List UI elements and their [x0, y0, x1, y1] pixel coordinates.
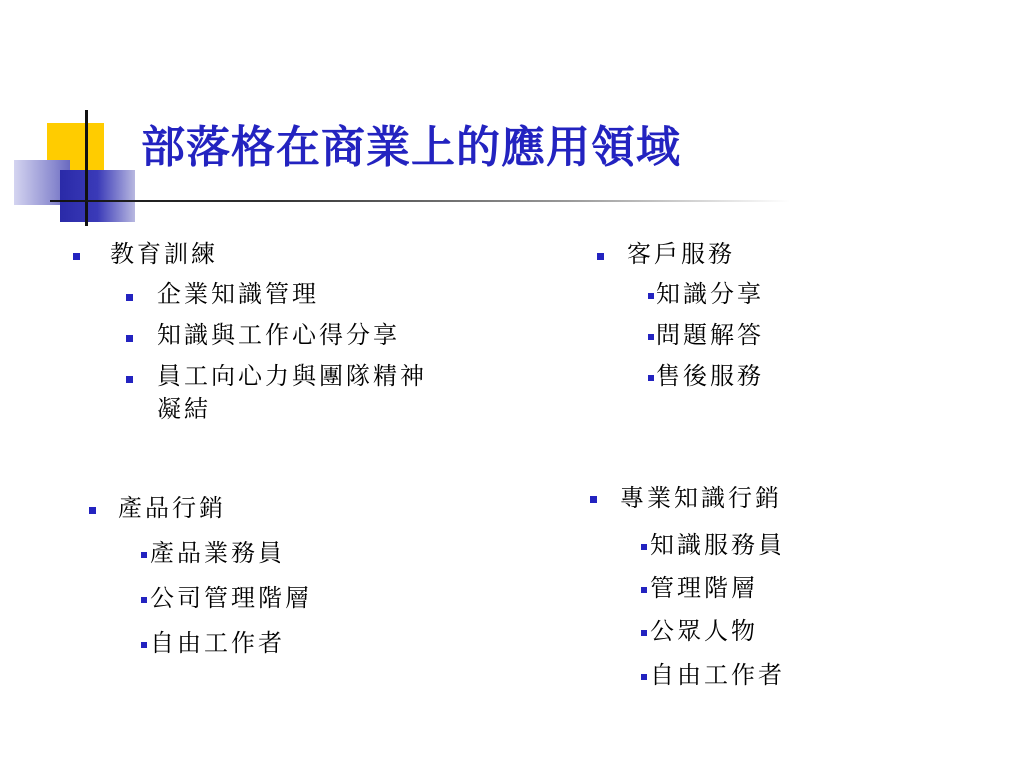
list-item: 公司管理階層	[150, 584, 312, 612]
list-item: 自由工作者	[150, 629, 285, 657]
section-heading-expertise: 專業知識行銷	[620, 484, 782, 512]
bullet-icon	[73, 253, 80, 260]
list-item: 產品業務員	[150, 539, 285, 567]
title-underline	[50, 200, 790, 202]
list-item: 問題解答	[656, 321, 764, 349]
bullet-icon	[648, 375, 654, 381]
bullet-icon	[648, 293, 654, 299]
section-heading-marketing: 產品行銷	[118, 494, 226, 522]
list-item: 售後服務	[656, 362, 764, 390]
bullet-icon	[648, 334, 654, 340]
decor-blue-square	[60, 170, 135, 222]
bullet-icon	[641, 630, 647, 636]
bullet-icon	[141, 552, 147, 558]
slide-title: 部落格在商業上的應用領域	[141, 122, 681, 173]
bullet-icon	[141, 597, 147, 603]
section-heading-customer-service: 客戶服務	[627, 240, 735, 268]
section-heading-training: 教育訓練	[110, 240, 218, 268]
bullet-icon	[126, 294, 133, 301]
bullet-icon	[141, 642, 147, 648]
list-item: 知識分享	[656, 280, 764, 308]
list-item: 知識與工作心得分享	[157, 321, 400, 349]
list-item: 公眾人物	[650, 617, 758, 645]
bullet-icon	[597, 253, 604, 260]
list-item: 員工向心力與團隊精神	[157, 362, 427, 390]
bullet-icon	[126, 335, 133, 342]
bullet-icon	[641, 587, 647, 593]
list-item: 自由工作者	[650, 661, 785, 689]
list-item: 管理階層	[650, 574, 758, 602]
decor-vertical-line	[85, 110, 88, 226]
bullet-icon	[126, 376, 133, 383]
list-item: 企業知識管理	[157, 280, 319, 308]
list-item: 知識服務員	[650, 531, 785, 559]
bullet-icon	[590, 496, 597, 503]
list-item-continuation: 凝結	[157, 395, 211, 423]
bullet-icon	[89, 507, 96, 514]
bullet-icon	[641, 544, 647, 550]
bullet-icon	[641, 674, 647, 680]
